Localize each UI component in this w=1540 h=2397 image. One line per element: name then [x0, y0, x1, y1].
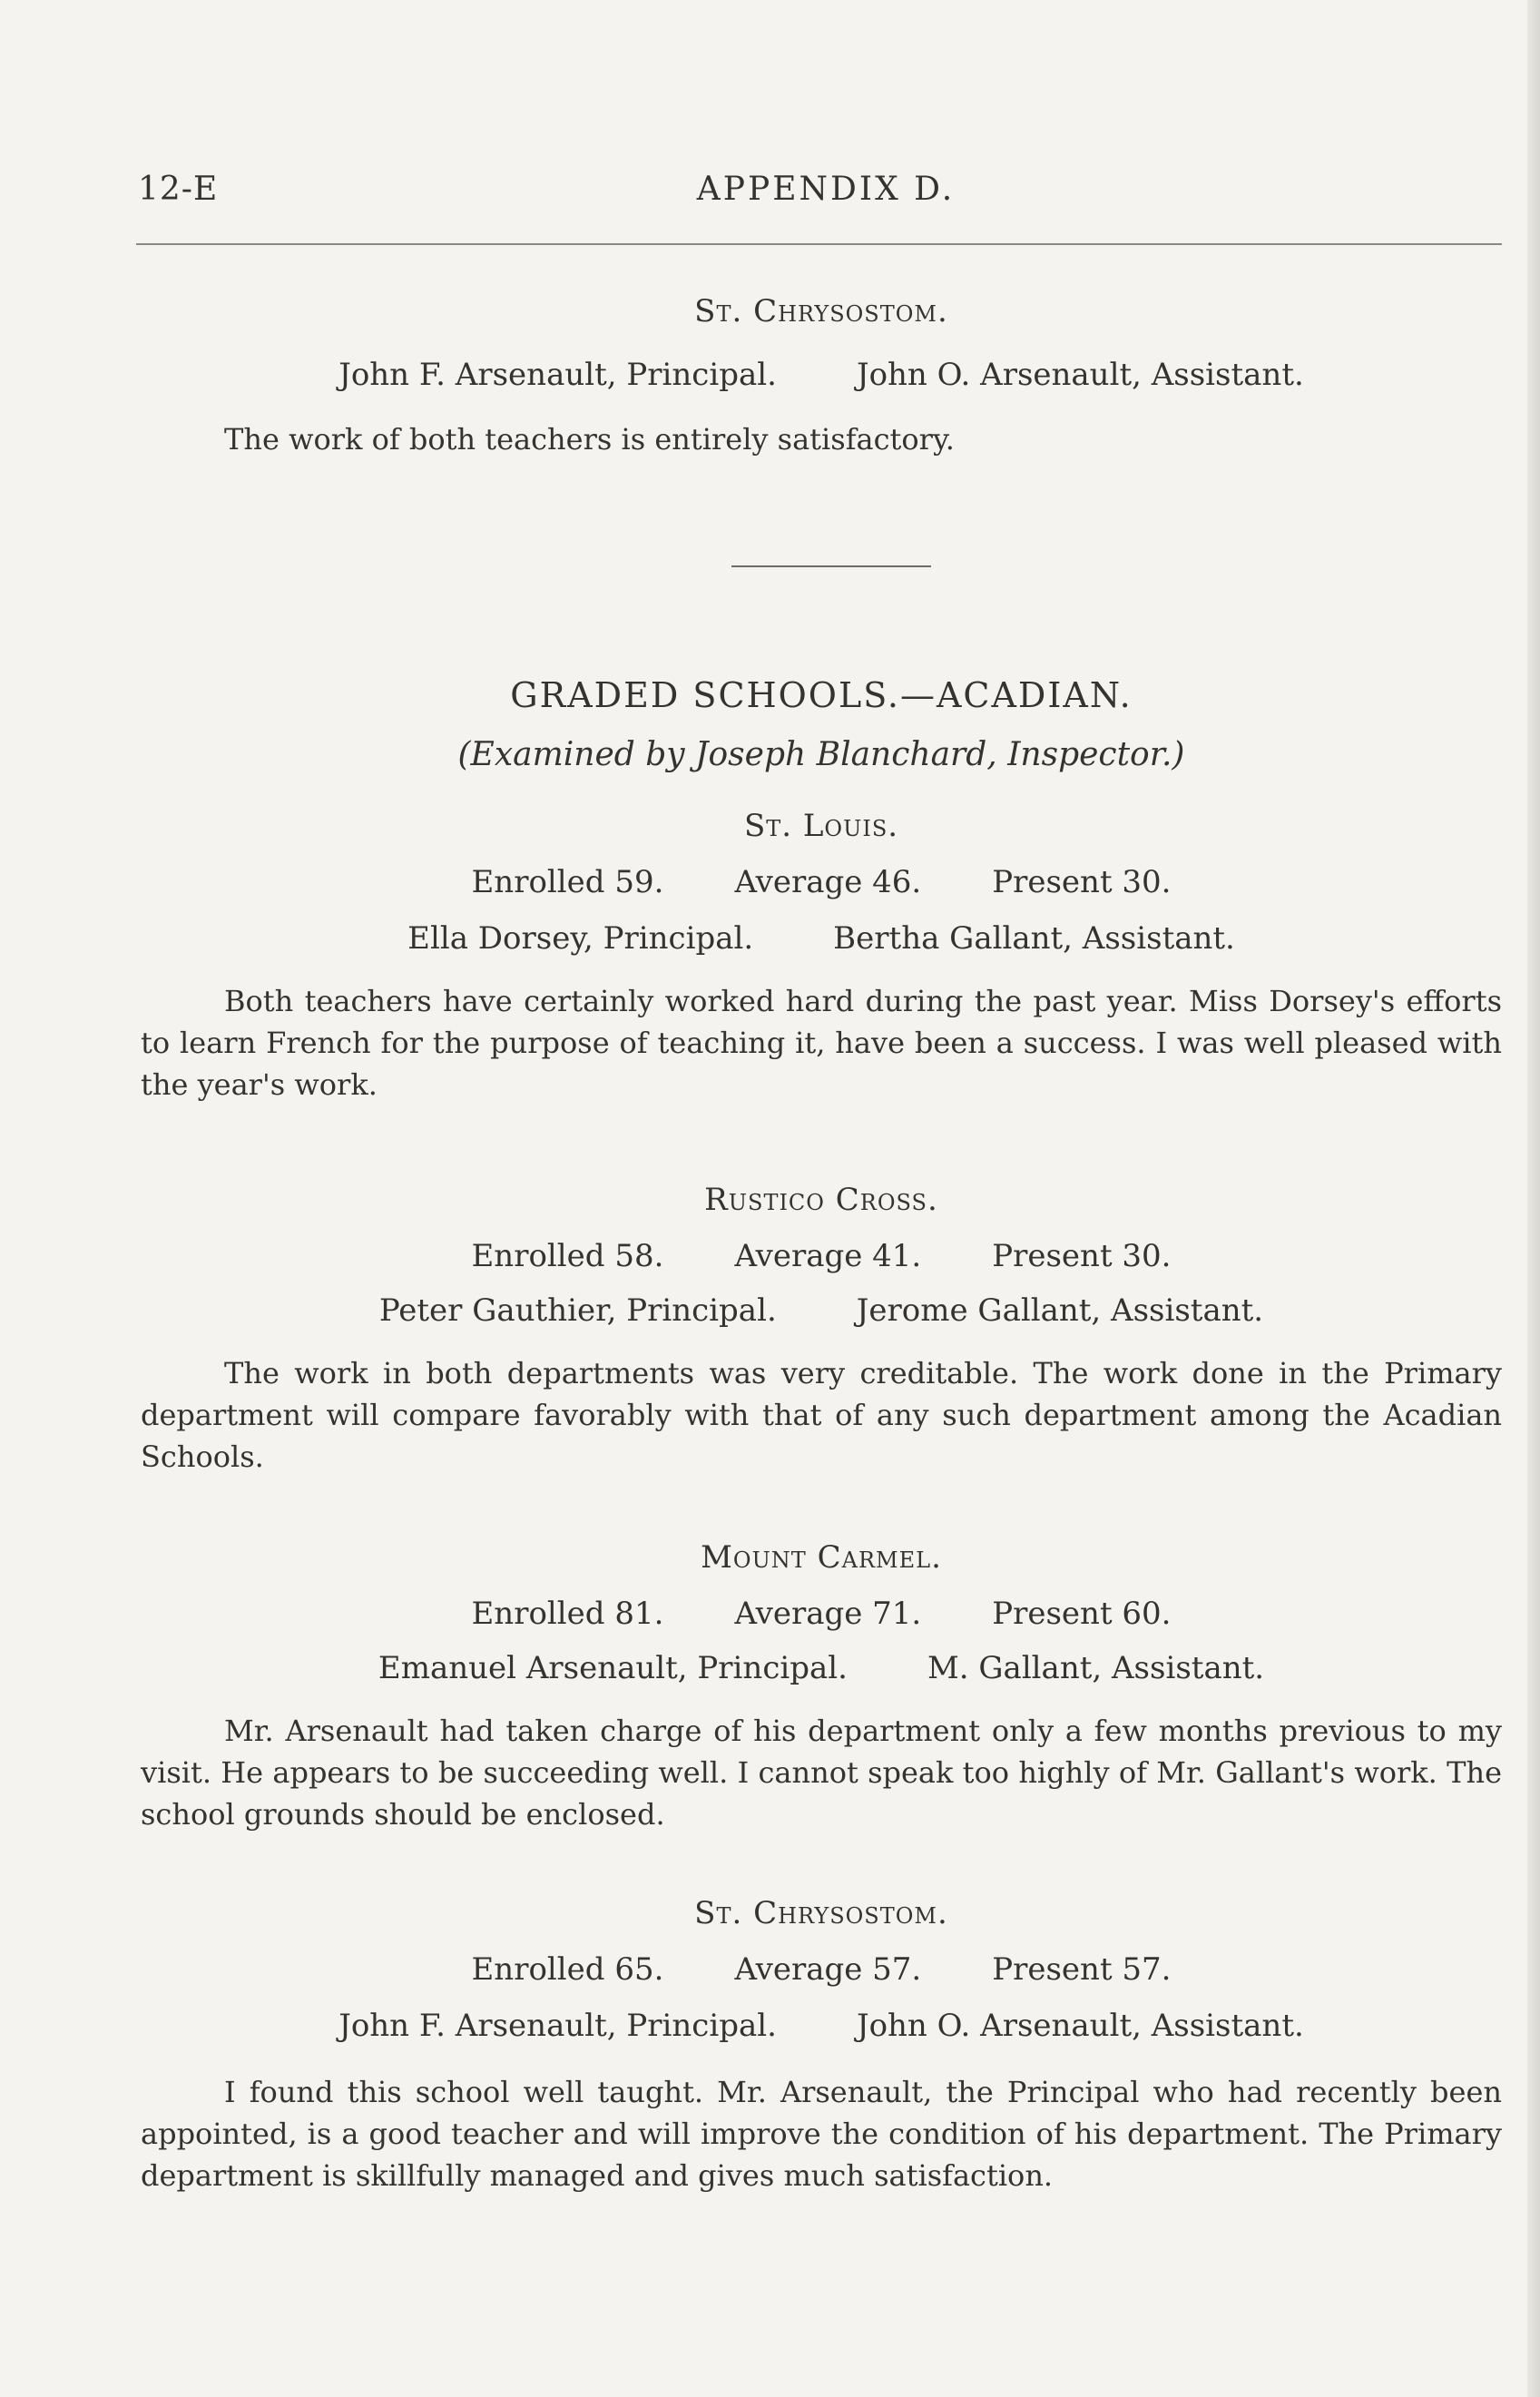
assistant-name: Jerome Gallant, Assistant.: [856, 1292, 1264, 1329]
section-heading: [141, 675, 1502, 775]
running-title: APPENDIX D.: [696, 171, 956, 208]
principal-name: Ella Dorsey, Principal.: [407, 920, 754, 957]
enrolled-count: Enrolled 59.: [471, 864, 664, 900]
average-count: Average 46.: [734, 864, 922, 900]
enrolled-count: Enrolled 65.: [471, 1951, 664, 1988]
school-stats: [141, 1951, 1502, 1988]
average-count: Average 41.: [734, 1238, 922, 1274]
school-staff: [141, 1650, 1502, 1686]
examiner-line: (Examined by Joseph Blanchard, Inspector.): [457, 736, 1185, 773]
intro-staff: [141, 357, 1502, 393]
school-name: St. Louis.: [743, 808, 899, 844]
school-stats: [141, 864, 1502, 900]
school-name: Mount Carmel.: [701, 1539, 942, 1576]
school-name: St. Chrysostom.: [694, 1895, 948, 1931]
school-staff: [141, 920, 1502, 957]
intro-remark: The work of both teachers is entirely satisfactory.: [224, 422, 955, 457]
present-count: Present 30.: [992, 1238, 1172, 1274]
assistant-name: Bertha Gallant, Assistant.: [833, 920, 1235, 957]
present-count: Present 57.: [992, 1951, 1172, 1988]
intro-school-name: St. Chrysostom.: [694, 293, 948, 329]
enrolled-count: Enrolled 81.: [471, 1596, 664, 1632]
school-remarks: Mr. Arsenault had taken charge of his department only a few months previous to my visit. He appears to be succeeding well. I cannot speak too highly of Mr. Gallant's work. The school grounds should be enclosed.: [141, 1714, 1502, 1832]
header-rule: [136, 243, 1502, 245]
school-entry-rustico-cross: [141, 1182, 1502, 1478]
assistant-name: M. Gallant, Assistant.: [927, 1650, 1265, 1686]
intro-assistant: John O. Arsenault, Assistant.: [856, 357, 1304, 393]
school-staff: [141, 1292, 1502, 1329]
school-remarks: Both teachers have certainly worked hard during the past year. Miss Dorsey's efforts to learn French for the purpose of teaching it, have been a success. I was well pleased with the year's work.: [141, 984, 1502, 1102]
school-entry-mount-carmel: [141, 1539, 1502, 1835]
school-stats: [141, 1238, 1502, 1274]
school-entry-st-louis: [141, 808, 1502, 1105]
school-entry-st-chrysostom: [141, 1895, 1502, 2196]
school-remarks: I found this school well taught. Mr. Arsenault, the Principal who had recently been appointed, is a good teacher and will improve the condition of his department. The Primary department is skillfully managed and gives much satisfaction.: [141, 2075, 1502, 2193]
section-title: GRADED SCHOOLS.—ACADIAN.: [510, 675, 1133, 715]
page-edge-shadow: [1527, 0, 1540, 2397]
page-number: 12-E: [138, 171, 219, 208]
intro-school: [141, 293, 1502, 460]
principal-name: Peter Gauthier, Principal.: [378, 1292, 777, 1329]
principal-name: Emanuel Arsenault, Principal.: [378, 1650, 848, 1686]
school-name: Rustico Cross.: [704, 1182, 938, 1218]
present-count: Present 60.: [992, 1596, 1172, 1632]
assistant-name: John O. Arsenault, Assistant.: [856, 2008, 1304, 2044]
section-separator: [731, 565, 931, 567]
average-count: Average 71.: [734, 1596, 922, 1632]
running-head: [0, 171, 1540, 216]
school-stats: [141, 1596, 1502, 1632]
principal-name: John F. Arsenault, Principal.: [338, 2008, 777, 2044]
intro-principal: John F. Arsenault, Principal.: [338, 357, 777, 393]
average-count: Average 57.: [734, 1951, 922, 1988]
enrolled-count: Enrolled 58.: [471, 1238, 664, 1274]
school-staff: [141, 2008, 1502, 2044]
present-count: Present 30.: [992, 864, 1172, 900]
school-remarks: The work in both departments was very creditable. The work done in the Primary department will compare favorably with that of any such department among the Acadian Schools.: [141, 1356, 1502, 1474]
